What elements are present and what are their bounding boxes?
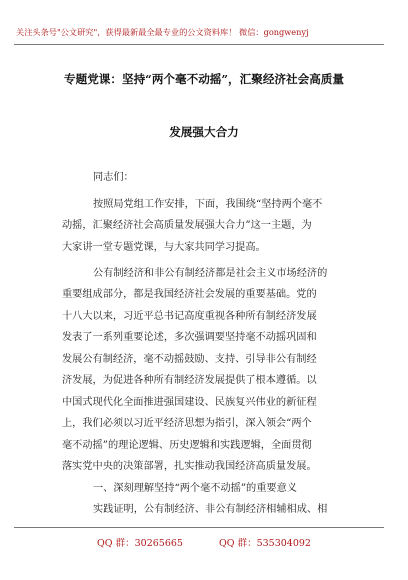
paragraph-line: 上，我们必须以习近平经济思想为指引，深入领会“两个 xyxy=(62,418,312,429)
footer-qq-group-1: QQ 群：30265665 xyxy=(97,538,183,549)
paragraph-line: 大家讲一堂专题党课，与大家共同学习提高。 xyxy=(62,242,266,253)
paragraph-line: 十八大以来，习近平总书记高度重视各种所有制经济发展 xyxy=(62,311,317,322)
header-notice: 关注头条号"公文研究"，获得最新最全最专业的公文资料库！ 微信：gongwenyj xyxy=(16,27,309,37)
paragraph-line: 发展公有制经济，毫不动摇鼓励、支持、引导非公有制经 xyxy=(62,354,317,365)
section-heading: 一、深刻理解坚持“两个毫不动摇”的重要意义 xyxy=(93,483,297,494)
paragraph-line: 毫不动摇”的理论逻辑、历史逻辑和实践逻辑，全面贯彻 xyxy=(62,440,312,451)
footer-contacts xyxy=(0,535,408,549)
footer-qq-group-2: QQ 群：535304092 xyxy=(218,538,311,549)
footer-divider xyxy=(14,527,384,528)
header-divider xyxy=(14,44,384,45)
paragraph-line: 实践证明，公有制经济、非公有制经济相辅相成、相 xyxy=(93,504,328,515)
paragraph-line: 重要组成部分，都是我国经济社会发展的重要基础。党的 xyxy=(62,289,317,300)
paragraph-line: 中国式现代化全面推进强国建设、民族复兴伟业的新征程 xyxy=(62,397,317,408)
paragraph-line: 动摇，汇聚经济社会高质量发展强大合力”这一主题，为 xyxy=(62,220,312,231)
paragraph-line: 落实党中央的决策部署，扎实推动我国经济高质量发展。 xyxy=(62,461,317,472)
document-title-line-1: 专题党课：坚持“两个毫不动摇”，汇聚经济社会高质量 xyxy=(64,72,344,86)
paragraph-line: 济发展，为促进各种所有制经济发展提供了根本遵循。以 xyxy=(62,375,317,386)
paragraph-line: 按照局党组工作安排，下面，我围绕“坚持两个毫不 xyxy=(93,199,323,210)
document-title-line-2: 发展强大合力 xyxy=(169,125,239,139)
paragraph-line: 发表了一系列重要论述，多次强调要坚持毫不动摇巩固和 xyxy=(62,332,317,343)
salutation: 同志们： xyxy=(93,172,134,183)
paragraph-line: 公有制经济和非公有制经济都是社会主义市场经济的 xyxy=(93,268,328,279)
